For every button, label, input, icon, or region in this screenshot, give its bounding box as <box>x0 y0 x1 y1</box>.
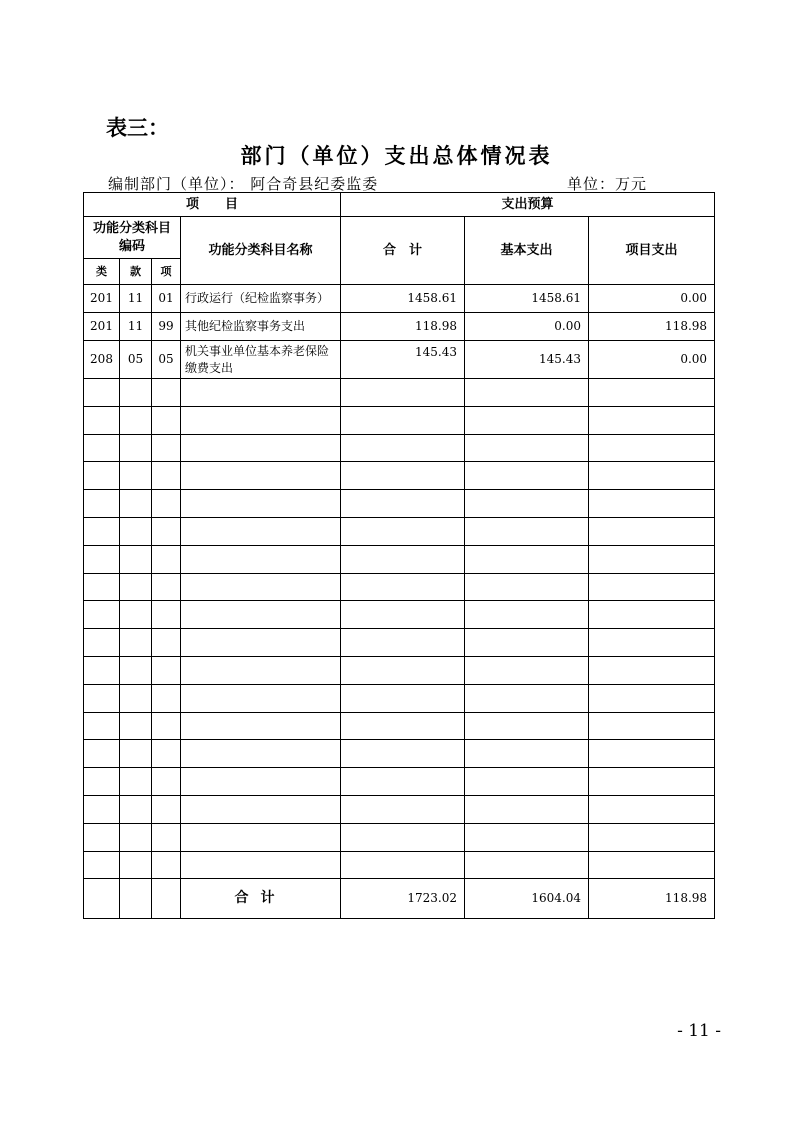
empty-cell <box>152 879 181 919</box>
empty-cell <box>120 879 152 919</box>
header-item: 项目支出 <box>589 217 715 285</box>
empty-cell <box>181 740 341 768</box>
empty-cell <box>589 629 715 657</box>
empty-cell <box>84 490 120 518</box>
empty-cell <box>152 379 181 407</box>
empty-cell <box>181 379 341 407</box>
empty-cell <box>181 768 341 796</box>
empty-cell <box>341 851 465 879</box>
empty-cell <box>120 601 152 629</box>
empty-cell <box>465 851 589 879</box>
empty-cell <box>120 462 152 490</box>
cell-xiang: 01 <box>152 285 181 313</box>
cell-item: 0.00 <box>589 285 715 313</box>
table-row <box>84 313 715 341</box>
header-kuan: 款 <box>120 259 152 285</box>
empty-cell <box>589 656 715 684</box>
table-row <box>84 341 715 379</box>
cell-kuan: 05 <box>120 341 152 379</box>
empty-cell <box>152 434 181 462</box>
total-total: 1723.02 <box>341 879 465 919</box>
empty-cell <box>589 795 715 823</box>
empty-cell <box>120 656 152 684</box>
empty-row <box>84 573 715 601</box>
compiling-unit: 编制部门（单位）： 阿合奇县纪委监委 <box>108 175 379 193</box>
empty-cell <box>181 712 341 740</box>
empty-cell <box>84 517 120 545</box>
empty-cell <box>465 823 589 851</box>
empty-cell <box>465 795 589 823</box>
empty-cell <box>84 795 120 823</box>
empty-cell <box>84 684 120 712</box>
empty-cell <box>465 406 589 434</box>
empty-cell <box>84 601 120 629</box>
empty-cell <box>465 490 589 518</box>
empty-cell <box>152 601 181 629</box>
empty-cell <box>152 490 181 518</box>
empty-row <box>84 490 715 518</box>
cell-basic: 145.43 <box>465 341 589 379</box>
cell-kuan: 11 <box>120 313 152 341</box>
empty-row <box>84 656 715 684</box>
empty-cell <box>120 545 152 573</box>
empty-cell <box>465 462 589 490</box>
empty-cell <box>181 490 341 518</box>
cell-name: 机关事业单位基本养老保险缴费支出 <box>181 341 341 379</box>
empty-cell <box>341 434 465 462</box>
header-project: 项 目 <box>84 193 341 217</box>
empty-row <box>84 795 715 823</box>
empty-cell <box>120 629 152 657</box>
empty-cell <box>120 823 152 851</box>
header-budget: 支出预算 <box>341 193 715 217</box>
header-name: 功能分类科目名称 <box>181 217 341 285</box>
cell-item: 0.00 <box>589 341 715 379</box>
empty-cell <box>341 740 465 768</box>
header-basic: 基本支出 <box>465 217 589 285</box>
expenditure-table <box>83 192 715 919</box>
empty-row <box>84 517 715 545</box>
header-row-2 <box>84 217 715 259</box>
empty-cell <box>84 462 120 490</box>
page-title: 部门（单位）支出总体情况表 <box>240 144 553 168</box>
empty-cell <box>589 684 715 712</box>
empty-row <box>84 379 715 407</box>
cell-item: 118.98 <box>589 313 715 341</box>
empty-cell <box>181 406 341 434</box>
empty-cell <box>589 712 715 740</box>
cell-xiang: 99 <box>152 313 181 341</box>
empty-row <box>84 823 715 851</box>
empty-row <box>84 684 715 712</box>
empty-cell <box>84 740 120 768</box>
empty-cell <box>465 573 589 601</box>
empty-cell <box>120 712 152 740</box>
empty-cell <box>152 629 181 657</box>
empty-cell <box>84 434 120 462</box>
header-total: 合 计 <box>341 217 465 285</box>
empty-cell <box>341 490 465 518</box>
cell-kuan: 11 <box>120 285 152 313</box>
cell-total: 145.43 <box>341 341 465 379</box>
empty-cell <box>152 517 181 545</box>
empty-row <box>84 629 715 657</box>
empty-cell <box>341 768 465 796</box>
empty-cell <box>341 656 465 684</box>
empty-cell <box>465 656 589 684</box>
empty-cell <box>84 823 120 851</box>
empty-cell <box>589 823 715 851</box>
header-row-1 <box>84 193 715 217</box>
empty-cell <box>465 768 589 796</box>
empty-cell <box>341 712 465 740</box>
empty-cell <box>465 740 589 768</box>
empty-cell <box>589 768 715 796</box>
cell-basic: 1458.61 <box>465 285 589 313</box>
empty-cell <box>152 656 181 684</box>
header-xiang: 项 <box>152 259 181 285</box>
currency-unit: 单位：万元 <box>566 175 647 193</box>
empty-cell <box>84 712 120 740</box>
cell-basic: 0.00 <box>465 313 589 341</box>
empty-cell <box>84 656 120 684</box>
empty-cell <box>589 490 715 518</box>
empty-cell <box>341 517 465 545</box>
page-number: - 11 - <box>677 1021 721 1041</box>
cell-name: 其他纪检监察事务支出 <box>181 313 341 341</box>
empty-row <box>84 601 715 629</box>
empty-cell <box>152 851 181 879</box>
empty-cell <box>589 406 715 434</box>
empty-cell <box>84 851 120 879</box>
empty-cell <box>341 684 465 712</box>
empty-row <box>84 545 715 573</box>
empty-row <box>84 434 715 462</box>
empty-cell <box>181 601 341 629</box>
empty-row <box>84 462 715 490</box>
empty-cell <box>120 573 152 601</box>
empty-cell <box>589 462 715 490</box>
empty-cell <box>181 851 341 879</box>
empty-cell <box>120 851 152 879</box>
cell-xiang: 05 <box>152 341 181 379</box>
empty-cell <box>589 740 715 768</box>
empty-cell <box>152 462 181 490</box>
empty-cell <box>465 545 589 573</box>
empty-cell <box>84 879 120 919</box>
empty-cell <box>341 629 465 657</box>
total-item: 118.98 <box>589 879 715 919</box>
empty-cell <box>341 379 465 407</box>
table-row <box>84 285 715 313</box>
empty-row <box>84 712 715 740</box>
empty-cell <box>181 462 341 490</box>
empty-cell <box>341 406 465 434</box>
empty-cell <box>589 379 715 407</box>
empty-cell <box>120 379 152 407</box>
empty-row <box>84 406 715 434</box>
empty-cell <box>181 517 341 545</box>
empty-cell <box>589 545 715 573</box>
empty-cell <box>341 573 465 601</box>
empty-cell <box>181 545 341 573</box>
empty-cell <box>120 490 152 518</box>
cell-lei: 201 <box>84 285 120 313</box>
empty-cell <box>152 712 181 740</box>
total-basic: 1604.04 <box>465 879 589 919</box>
empty-cell <box>120 406 152 434</box>
empty-cell <box>465 629 589 657</box>
empty-cell <box>152 740 181 768</box>
empty-row <box>84 851 715 879</box>
header-lei: 类 <box>84 259 120 285</box>
empty-cell <box>84 379 120 407</box>
cell-lei: 201 <box>84 313 120 341</box>
empty-cell <box>152 768 181 796</box>
empty-cell <box>589 851 715 879</box>
empty-cell <box>465 379 589 407</box>
empty-cell <box>589 434 715 462</box>
total-row <box>84 879 715 919</box>
empty-cell <box>181 795 341 823</box>
empty-cell <box>120 768 152 796</box>
empty-cell <box>589 601 715 629</box>
empty-cell <box>181 629 341 657</box>
empty-cell <box>120 517 152 545</box>
empty-cell <box>181 434 341 462</box>
empty-cell <box>465 434 589 462</box>
empty-cell <box>589 573 715 601</box>
empty-cell <box>84 573 120 601</box>
empty-row <box>84 768 715 796</box>
cell-name: 行政运行（纪检监察事务） <box>181 285 341 313</box>
empty-cell <box>181 684 341 712</box>
empty-cell <box>341 601 465 629</box>
empty-cell <box>181 656 341 684</box>
cell-total: 1458.61 <box>341 285 465 313</box>
header-code: 功能分类科目编码 <box>84 217 181 259</box>
empty-cell <box>152 545 181 573</box>
empty-cell <box>152 684 181 712</box>
empty-cell <box>341 545 465 573</box>
empty-cell <box>341 795 465 823</box>
table-label: 表三： <box>106 116 169 140</box>
empty-cell <box>152 573 181 601</box>
empty-cell <box>84 406 120 434</box>
total-label: 合计 <box>181 879 341 919</box>
empty-cell <box>589 517 715 545</box>
empty-cell <box>84 545 120 573</box>
empty-cell <box>341 462 465 490</box>
empty-cell <box>152 823 181 851</box>
empty-cell <box>120 740 152 768</box>
empty-cell <box>465 517 589 545</box>
cell-total: 118.98 <box>341 313 465 341</box>
empty-cell <box>465 601 589 629</box>
empty-cell <box>152 795 181 823</box>
empty-cell <box>120 795 152 823</box>
empty-cell <box>341 823 465 851</box>
empty-cell <box>84 768 120 796</box>
cell-lei: 208 <box>84 341 120 379</box>
empty-cell <box>181 823 341 851</box>
empty-cell <box>465 684 589 712</box>
empty-row <box>84 740 715 768</box>
empty-cell <box>84 629 120 657</box>
empty-cell <box>120 684 152 712</box>
empty-cell <box>120 434 152 462</box>
empty-cell <box>152 406 181 434</box>
empty-cell <box>465 712 589 740</box>
empty-cell <box>181 573 341 601</box>
